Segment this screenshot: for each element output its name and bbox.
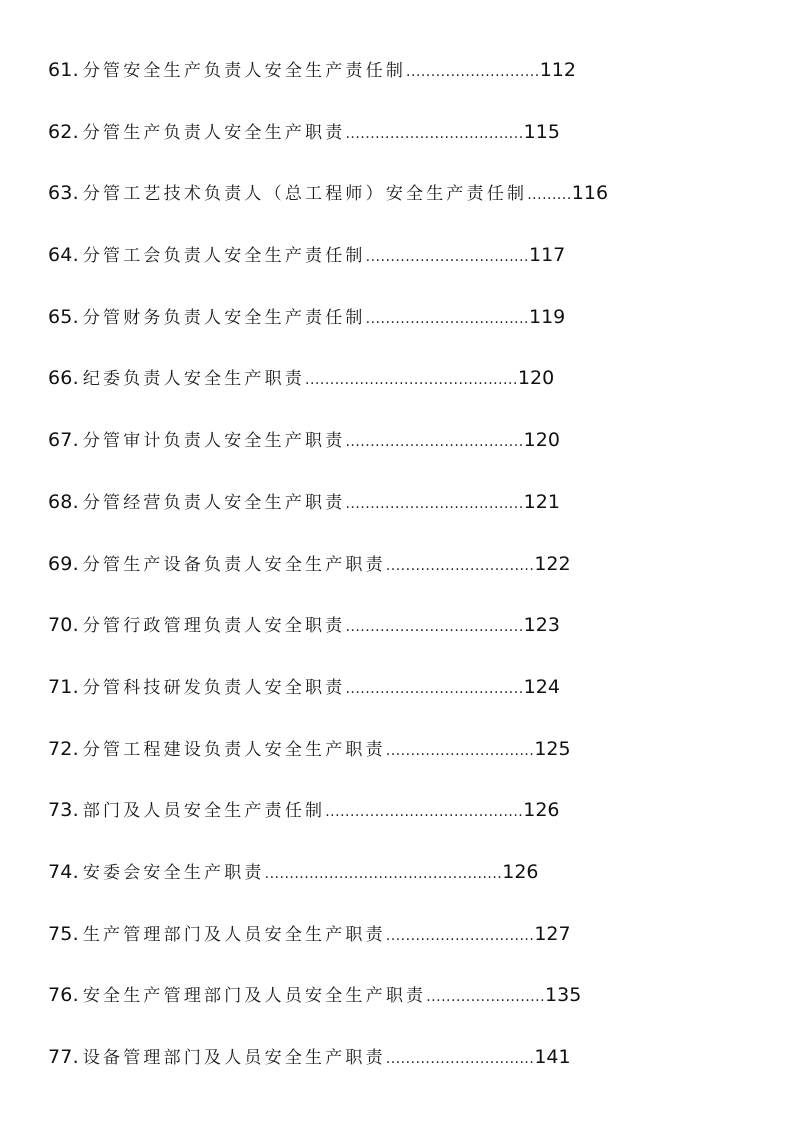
- toc-entry-number: 66.: [48, 367, 79, 390]
- toc-entry-title: 纪委负责人安全生产职责: [82, 369, 306, 390]
- toc-page-number: 120: [517, 367, 555, 390]
- toc-entry-72[interactable]: [48, 731, 748, 793]
- toc-page-number: 120: [523, 429, 560, 452]
- toc-entry-number: 76.: [48, 984, 79, 1007]
- toc-dot-leader: ........................: [426, 989, 546, 1006]
- toc-page-number: 125: [534, 737, 571, 760]
- toc-entry-68[interactable]: [48, 484, 748, 546]
- toc-entry-75[interactable]: [48, 916, 748, 978]
- toc-entry-title: 分管生产负责人安全生产职责: [82, 122, 346, 143]
- toc-page-number: 117: [529, 244, 566, 267]
- toc-entry-70[interactable]: [48, 607, 748, 669]
- toc-page-number: 124: [523, 675, 560, 698]
- toc-dot-leader: ...........................: [406, 64, 540, 80]
- toc-entry-number: 73.: [48, 799, 79, 822]
- toc-entry-69[interactable]: [48, 546, 748, 608]
- toc-page-number: 119: [529, 305, 566, 328]
- toc-dot-leader: ....................................: [345, 680, 524, 697]
- toc-dot-leader: .........: [527, 187, 572, 204]
- toc-entry-title: 生产管理部门及人员安全生产职责: [82, 924, 386, 945]
- toc-dot-leader: ..............................: [385, 742, 535, 759]
- toc-dot-leader: ....................................: [345, 495, 524, 512]
- toc-entry-title: 分管财务负责人安全生产责任制: [82, 307, 366, 328]
- toc-page-number: 135: [545, 984, 582, 1007]
- toc-dot-leader: ....................................: [345, 619, 524, 636]
- toc-entry-number: 67.: [48, 429, 79, 452]
- toc-entry-number: 70.: [48, 614, 79, 637]
- toc-page-number: 116: [571, 182, 609, 205]
- toc-entry-number: 61.: [48, 59, 79, 81]
- toc-entry-number: 62.: [48, 120, 79, 143]
- toc-dot-leader: ..............................: [385, 557, 535, 574]
- toc-page-number: 141: [534, 1046, 571, 1068]
- toc-entry-title: 分管工会负责人安全生产责任制: [82, 246, 366, 267]
- toc-entry-63[interactable]: [48, 175, 748, 237]
- toc-dot-leader: ....................................: [345, 434, 524, 451]
- table-of-contents: [48, 52, 748, 1101]
- toc-entry-number: 68.: [48, 490, 79, 513]
- toc-entry-62[interactable]: [48, 114, 748, 176]
- toc-entry-title: 分管行政管理负责人安全职责: [82, 616, 346, 637]
- toc-entry-title: 分管生产设备负责人安全生产职责: [82, 554, 386, 575]
- toc-entry-64[interactable]: [48, 237, 748, 299]
- toc-dot-leader: ...........................................: [305, 372, 518, 389]
- toc-entry-title: 安委会安全生产职责: [82, 862, 265, 883]
- toc-entry-65[interactable]: [48, 299, 748, 361]
- toc-entry-title: 分管工程建设负责人安全生产职责: [82, 739, 386, 760]
- toc-entry-number: 69.: [48, 552, 79, 575]
- toc-entry-number: 75.: [48, 922, 79, 945]
- toc-page-number: 121: [523, 490, 560, 513]
- toc-dot-leader: ..............................: [385, 927, 535, 944]
- toc-entry-number: 74.: [48, 860, 79, 883]
- toc-page-number: 126: [523, 799, 560, 822]
- toc-entry-title: 分管科技研发负责人安全职责: [82, 677, 346, 698]
- toc-page-number: 115: [523, 120, 560, 143]
- toc-entry-67[interactable]: [48, 422, 748, 484]
- toc-dot-leader: .................................: [365, 310, 529, 327]
- toc-entry-73[interactable]: [48, 792, 748, 854]
- toc-page-number: 122: [534, 552, 571, 575]
- toc-entry-title: 分管安全生产负责人安全生产责任制: [82, 61, 407, 81]
- toc-page-number: 127: [534, 922, 571, 945]
- toc-dot-leader: ..............................: [385, 1051, 535, 1067]
- toc-entry-74[interactable]: [48, 854, 748, 916]
- toc-entry-title: 部门及人员安全生产责任制: [82, 801, 326, 822]
- toc-dot-leader: ................................................: [264, 865, 503, 882]
- toc-entry-title: 安全生产管理部门及人员安全生产职责: [82, 986, 427, 1007]
- toc-entry-title: 分管审计负责人安全生产职责: [82, 431, 346, 452]
- toc-dot-leader: .................................: [365, 249, 529, 266]
- toc-entry-number: 72.: [48, 737, 79, 760]
- toc-entry-title: 分管经营负责人安全生产职责: [82, 492, 346, 513]
- toc-entry-76[interactable]: [48, 977, 748, 1039]
- toc-entry-66[interactable]: [48, 360, 748, 422]
- toc-entry-number: 63.: [48, 182, 79, 205]
- toc-entry-71[interactable]: [48, 669, 748, 731]
- toc-entry-77[interactable]: [48, 1039, 748, 1101]
- toc-page-number: 123: [523, 614, 560, 637]
- toc-entry-number: 71.: [48, 675, 79, 698]
- toc-entry-title: 分管工艺技术负责人（总工程师）安全生产责任制: [82, 184, 528, 205]
- toc-dot-leader: ....................................: [345, 125, 524, 142]
- toc-entry-number: 77.: [48, 1046, 79, 1068]
- toc-page-number: 126: [502, 860, 539, 883]
- toc-entry-61[interactable]: [48, 52, 748, 114]
- toc-entry-number: 64.: [48, 244, 79, 267]
- toc-page-number: 112: [539, 59, 576, 81]
- toc-dot-leader: ........................................: [325, 804, 524, 821]
- toc-entry-number: 65.: [48, 305, 79, 328]
- toc-entry-title: 设备管理部门及人员安全生产职责: [82, 1048, 386, 1068]
